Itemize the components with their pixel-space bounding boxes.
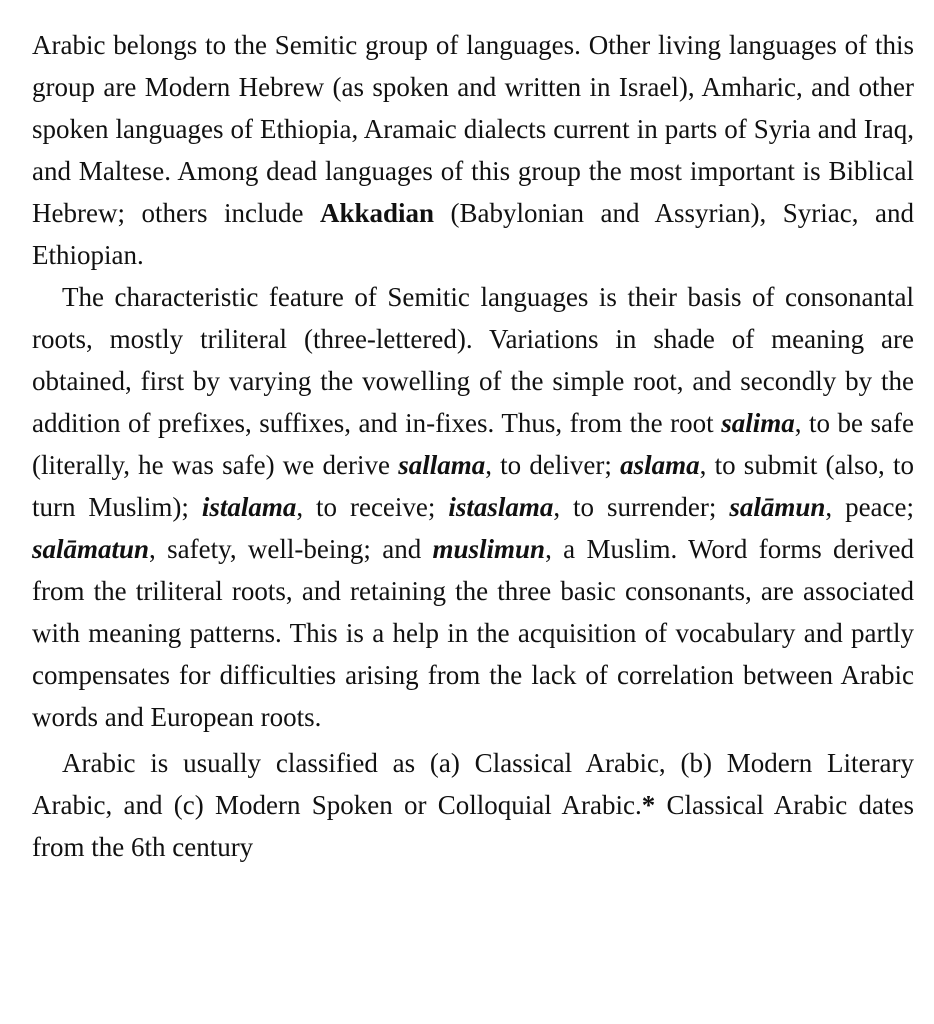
term-sallama: sallama xyxy=(398,450,486,480)
paragraph-classification xyxy=(32,742,914,868)
text-segment: , peace; xyxy=(825,492,915,522)
text-segment: , to be safe (literally, he was safe) we derive xyxy=(32,408,914,480)
term-istaslama: istaslama xyxy=(448,492,554,522)
term-istalama: istalama xyxy=(201,492,297,522)
text-segment: , a Muslim. Word forms derived from the triliteral roots, and retaining the three basic consonants, are associated with meaning patterns. This is a help in the acquisition of vocabulary and partly compensates for difficulties arising from the lack of correlation between Arabic words and European roots. xyxy=(32,534,914,732)
term-salima: salima xyxy=(721,408,795,438)
text-segment: (Babylonian and Assyrian), Syriac, and Ethiopian. xyxy=(32,198,914,270)
footnote-marker: * xyxy=(641,790,656,820)
text-segment: , safety, well-being; and xyxy=(149,534,433,564)
book-page xyxy=(32,24,914,868)
text-segment: The characteristic feature of Semitic languages is their basis of consonantal roots, mostly triliteral (three-lettered). Variations in shade of meaning are obtained, first by varying the vowelling of the simple root, and secondly by the addition of prefixes, suffixes, and in-fixes. Thus, from the root xyxy=(32,282,914,438)
term-salamatun: salāmatun xyxy=(32,534,150,564)
text-segment: , to submit (also, to turn Muslim); xyxy=(32,450,915,522)
text-segment: , to deliver; xyxy=(485,450,621,480)
term-aslama: aslama xyxy=(620,450,700,480)
paragraph-semitic-group xyxy=(32,24,914,276)
text-segment: , to surrender; xyxy=(553,492,730,522)
term-salamun: salāmun xyxy=(729,492,826,522)
text-segment: Arabic is usually classified as (a) Classical Arabic, (b) Modern Literary Arabic, and (c) Modern Spoken or Colloquial Arabic. xyxy=(32,748,914,820)
text-segment: Classical Arabic dates from the 6th century xyxy=(32,790,914,862)
text-segment: , to receive; xyxy=(296,492,449,522)
term-muslimun: muslimun xyxy=(432,534,546,564)
term-akkadian: Akkadian xyxy=(319,198,435,228)
text-segment: Arabic belongs to the Semitic group of languages. Other living languages of this group are Modern Hebrew (as spoken and written in Israel), Amharic, and other spoken languages of Ethiopia, Aramaic dialects current in parts of Syria and Iraq, and Maltese. Among dead languages of this group the most important is Biblical Hebrew; others include xyxy=(32,30,914,228)
paragraph-consonantal-roots xyxy=(32,276,914,738)
